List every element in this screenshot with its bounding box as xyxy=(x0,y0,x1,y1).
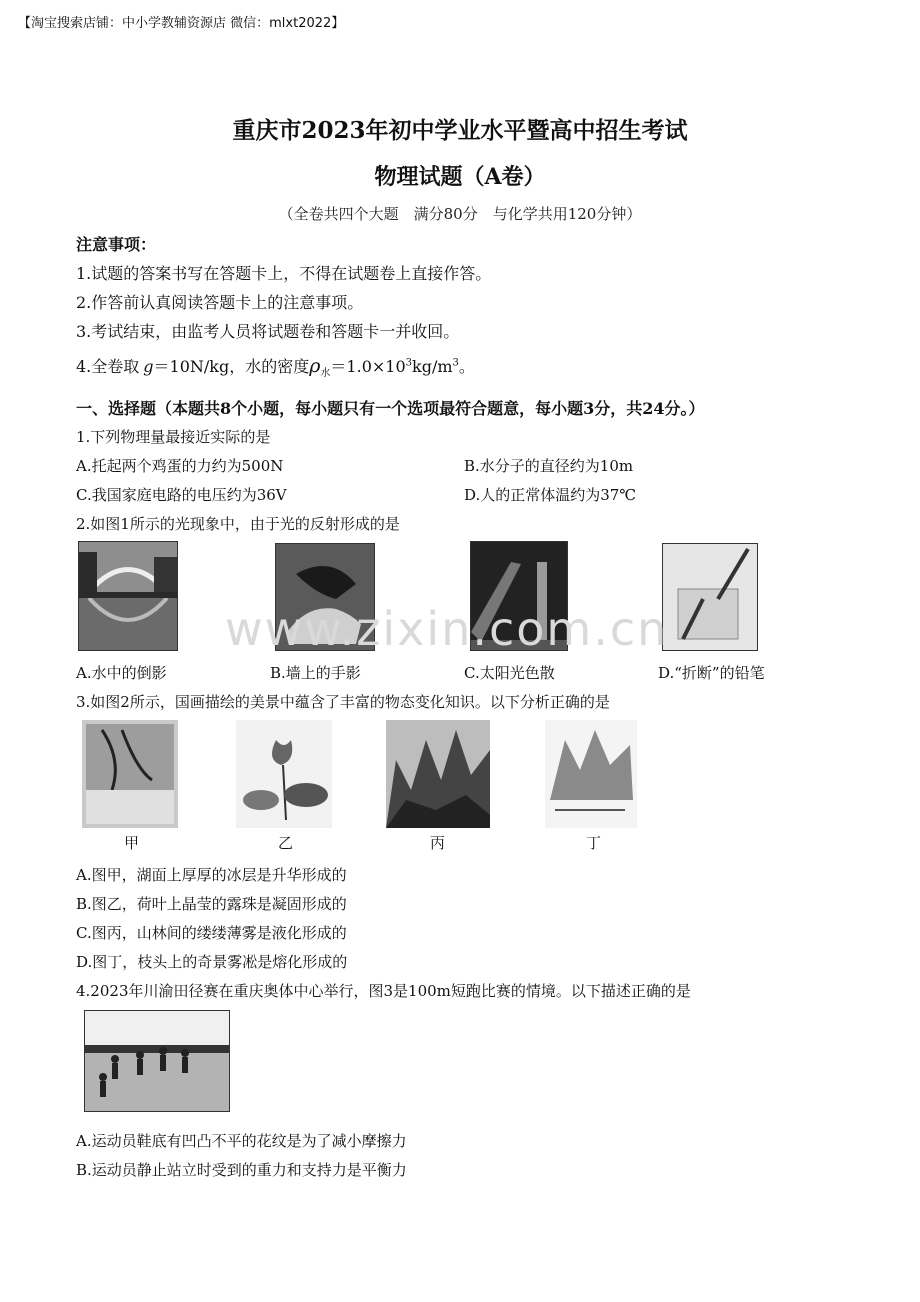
q2-stem: 2.如图1所示的光现象中，由于光的反射形成的是 xyxy=(76,515,400,533)
figure-2-label-yi: 乙 xyxy=(278,834,294,852)
q2-option-c: C.太阳光色散 xyxy=(464,664,555,682)
q2-option-b: B.墙上的手影 xyxy=(270,664,361,682)
q1-stem: 1.下列物理量最接近实际的是 xyxy=(76,428,271,446)
exam-subject: 物理试题（A卷） xyxy=(374,164,546,190)
q3-option-b: B.图乙，荷叶上晶莹的露珠是凝固形成的 xyxy=(76,895,347,913)
notice-item-2: 2.作答前认真阅读答题卡上的注意事项。 xyxy=(76,293,364,312)
q1-option-c: C.我国家庭电路的电压约为36V xyxy=(76,486,287,504)
q1-option-b: B.水分子的直径约为10m xyxy=(464,457,634,475)
q4-option-b: B.运动员静止站立时受到的重力和支持力是平衡力 xyxy=(76,1161,407,1179)
q4-stem: 4.2023年川渝田径赛在重庆奥体中心举行，图3是100m短跑比赛的情境。以下描述正确的是 xyxy=(76,982,691,1000)
notice-item-3: 3.考试结束，由监考人员将试题卷和答题卡一并收回。 xyxy=(76,322,460,341)
exam-info: （全卷共四个大题 满分80分 与化学共用120分钟） xyxy=(278,205,642,223)
figure-2-painting-bing xyxy=(386,720,490,828)
figure-1-pencil-photo xyxy=(662,543,758,651)
figure-2-painting-ding xyxy=(545,720,637,828)
figure-2-label-ding: 丁 xyxy=(586,834,602,852)
q3-option-a: A.图甲，湖面上厚厚的冰层是升华形成的 xyxy=(76,866,347,884)
exam-title: 重庆市2023年初中学业水平暨高中招生考试 xyxy=(232,117,688,144)
figure-3-sprint-photo xyxy=(84,1010,230,1112)
section-1-heading: 一、选择题（本题共8个小题，每小题只有一个选项最符合题意，每小题3分，共24分。） xyxy=(76,399,705,418)
figure-2-label-jia: 甲 xyxy=(124,834,140,852)
figure-1-reflection-photo xyxy=(78,541,178,651)
notice-item-1: 1.试题的答案书写在答题卡上，不得在试题卷上直接作答。 xyxy=(76,264,492,283)
q4-option-a: A.运动员鞋底有凹凸不平的花纹是为了减小摩擦力 xyxy=(76,1132,407,1150)
notice-heading: 注意事项： xyxy=(76,235,157,254)
notice-item-4: 4.全卷取 g＝10N/kg，水的密度$\rho_水=1.0\times 10^3kg/m^3$。 xyxy=(76,355,475,380)
figure-2-painting-yi xyxy=(236,720,332,828)
figure-2-label-bing: 丙 xyxy=(430,834,446,852)
q3-option-d: D.图丁，枝头上的奇景雾凇是熔化形成的 xyxy=(76,953,348,971)
figure-2-painting-jia xyxy=(82,720,178,828)
q2-option-a: A.水中的倒影 xyxy=(76,664,167,682)
q3-option-c: C.图丙，山林间的缕缕薄雾是液化形成的 xyxy=(76,924,347,942)
q2-option-d: D.“折断”的铅笔 xyxy=(658,664,765,682)
store-banner: 【淘宝搜索店铺：中小学教辅资源店 微信：mlxt2022】 xyxy=(18,16,345,31)
watermark: www.zixin.com.cn xyxy=(225,602,669,656)
q3-stem: 3.如图2所示，国画描绘的美景中蕴含了丰富的物态变化知识。以下分析正确的是 xyxy=(76,693,610,711)
q1-option-a: A.托起两个鸡蛋的力约为500N xyxy=(76,457,284,475)
q1-option-d: D.人的正常体温约为37℃ xyxy=(464,486,637,504)
